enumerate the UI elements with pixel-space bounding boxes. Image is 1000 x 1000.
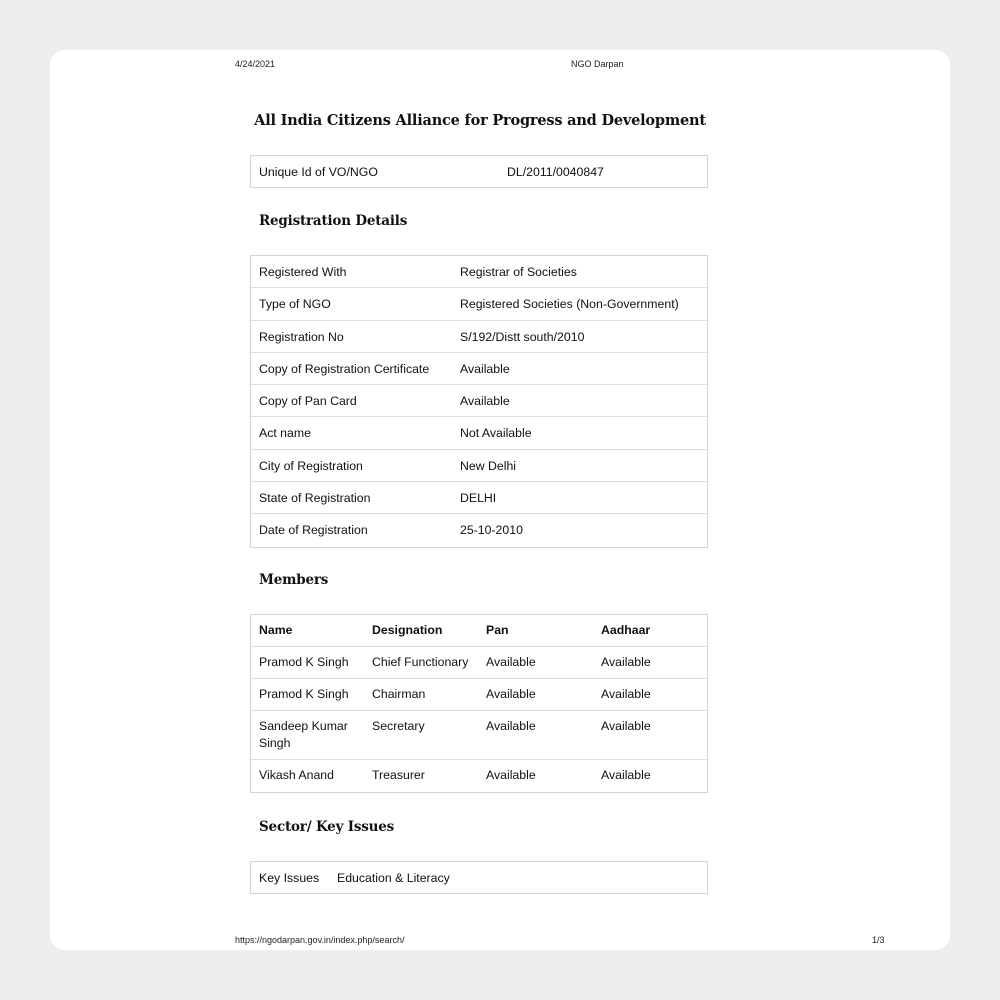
registration-row — [251, 256, 707, 288]
member-name: Sandeep Kumar Singh — [259, 719, 348, 750]
registration-value: Registered Societies (Non-Government) — [460, 297, 679, 312]
print-date: 4/24/2021 — [235, 59, 276, 69]
registration-key: Date of Registration — [259, 523, 368, 538]
members-table — [250, 614, 708, 793]
registration-value: S/192/Distt south/2010 — [460, 329, 585, 344]
members-heading: Members — [259, 572, 329, 588]
registration-table — [250, 255, 708, 548]
page-number: 1/3 — [872, 935, 885, 945]
column-header-designation: Designation — [372, 623, 443, 637]
member-pan: Available — [486, 655, 536, 669]
registration-row — [251, 450, 707, 482]
unique-id-value: DL/2011/0040847 — [507, 165, 604, 179]
member-row — [251, 679, 707, 711]
registration-value: DELHI — [460, 491, 497, 506]
member-row — [251, 760, 707, 792]
unique-id-box — [250, 155, 708, 188]
registration-heading: Registration Details — [259, 213, 408, 229]
member-pan: Available — [486, 687, 536, 701]
registration-value: Available — [460, 394, 510, 409]
sector-heading: Sector/ Key Issues — [259, 819, 395, 835]
registration-key: Copy of Registration Certificate — [259, 361, 430, 376]
registration-value: Not Available — [460, 426, 532, 441]
member-row — [251, 711, 707, 760]
print-site-name: NGO Darpan — [571, 59, 624, 69]
registration-value: 25-10-2010 — [460, 523, 523, 538]
registration-row — [251, 385, 707, 417]
registration-row — [251, 482, 707, 514]
member-name: Pramod K Singh — [259, 655, 349, 669]
member-aadhaar: Available — [601, 687, 651, 701]
registration-row — [251, 353, 707, 385]
registration-row — [251, 514, 707, 546]
registration-key: Registered With — [259, 265, 347, 279]
registration-key: City of Registration — [259, 458, 363, 473]
members-header-row — [251, 615, 707, 647]
member-designation: Chairman — [372, 687, 426, 701]
registration-row — [251, 288, 707, 320]
registration-key: Act name — [259, 426, 311, 441]
member-pan: Available — [486, 768, 536, 782]
member-designation: Chief Functionary — [372, 655, 469, 669]
column-header-name: Name — [259, 623, 293, 637]
registration-value: Registrar of Societies — [460, 265, 577, 279]
member-aadhaar: Available — [601, 768, 651, 782]
member-row — [251, 647, 707, 679]
registration-key: Registration No — [259, 329, 344, 344]
print-url: https://ngodarpan.gov.in/index.php/search/ — [235, 935, 405, 945]
sector-value: Education & Literacy — [337, 871, 450, 885]
registration-row — [251, 417, 707, 449]
column-header-aadhaar: Aadhaar — [601, 623, 651, 637]
registration-key: Type of NGO — [259, 297, 331, 312]
member-name: Vikash Anand — [259, 768, 334, 782]
registration-value: Available — [460, 361, 510, 376]
organization-title: All India Citizens Alliance for Progress and Development — [254, 112, 706, 129]
member-aadhaar: Available — [601, 719, 651, 733]
unique-id-label: Unique Id of VO/NGO — [259, 165, 378, 179]
document-page — [50, 50, 950, 950]
registration-value: New Delhi — [460, 458, 517, 473]
member-aadhaar: Available — [601, 655, 651, 669]
member-designation: Secretary — [372, 719, 425, 733]
sector-key: Key Issues — [259, 871, 320, 885]
registration-row — [251, 321, 707, 353]
member-pan: Available — [486, 719, 536, 733]
member-designation: Treasurer — [372, 768, 425, 782]
member-name: Pramod K Singh — [259, 687, 349, 701]
registration-key: Copy of Pan Card — [259, 394, 357, 409]
column-header-pan: Pan — [486, 623, 509, 637]
sector-box — [250, 861, 708, 894]
registration-key: State of Registration — [259, 491, 371, 506]
